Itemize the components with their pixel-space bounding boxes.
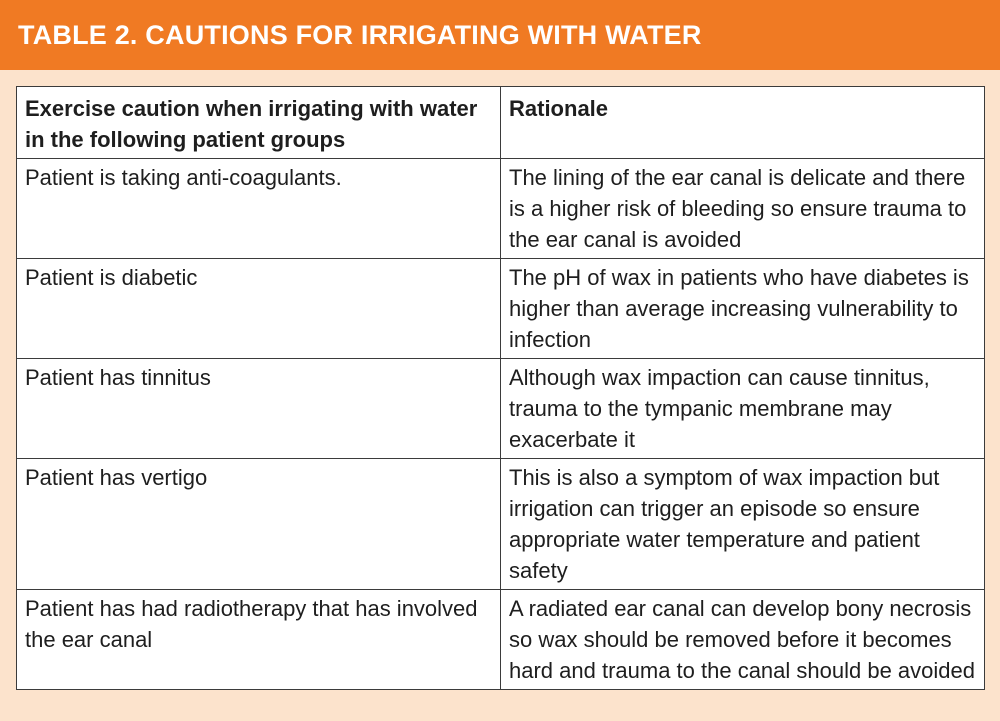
table-row <box>17 459 985 590</box>
rationale-cell: Although wax impaction can cause tinnitus, trauma to the tympanic membrane may exacerbate it <box>501 359 985 459</box>
rationale-cell: The lining of the ear canal is delicate and there is a higher risk of bleeding so ensure trauma to the ear canal is avoided <box>501 159 985 259</box>
patient-group-cell: Patient has had radiotherapy that has involved the ear canal <box>17 590 501 690</box>
column-header-rationale: Rationale <box>501 87 985 159</box>
table-header-row <box>17 87 985 159</box>
table-row <box>17 590 985 690</box>
rationale-cell: A radiated ear canal can develop bony necrosis so wax should be removed before it becomes hard and trauma to the canal should be avoided <box>501 590 985 690</box>
patient-group-cell: Patient is diabetic <box>17 259 501 359</box>
cautions-table-container <box>16 86 984 690</box>
rationale-cell: This is also a symptom of wax impaction but irrigation can trigger an episode so ensure appropriate water temperature and patient safety <box>501 459 985 590</box>
table-row <box>17 259 985 359</box>
table-row <box>17 359 985 459</box>
table-row <box>17 159 985 259</box>
column-header-patient-groups: Exercise caution when irrigating with water in the following patient groups <box>17 87 501 159</box>
cautions-table <box>16 86 985 690</box>
table-title-bar <box>0 0 1000 70</box>
table-title: TABLE 2. CAUTIONS FOR IRRIGATING WITH WATER <box>18 19 702 50</box>
patient-group-cell: Patient has tinnitus <box>17 359 501 459</box>
patient-group-cell: Patient is taking anti-coagulants. <box>17 159 501 259</box>
rationale-cell: The pH of wax in patients who have diabetes is higher than average increasing vulnerability to infection <box>501 259 985 359</box>
patient-group-cell: Patient has vertigo <box>17 459 501 590</box>
